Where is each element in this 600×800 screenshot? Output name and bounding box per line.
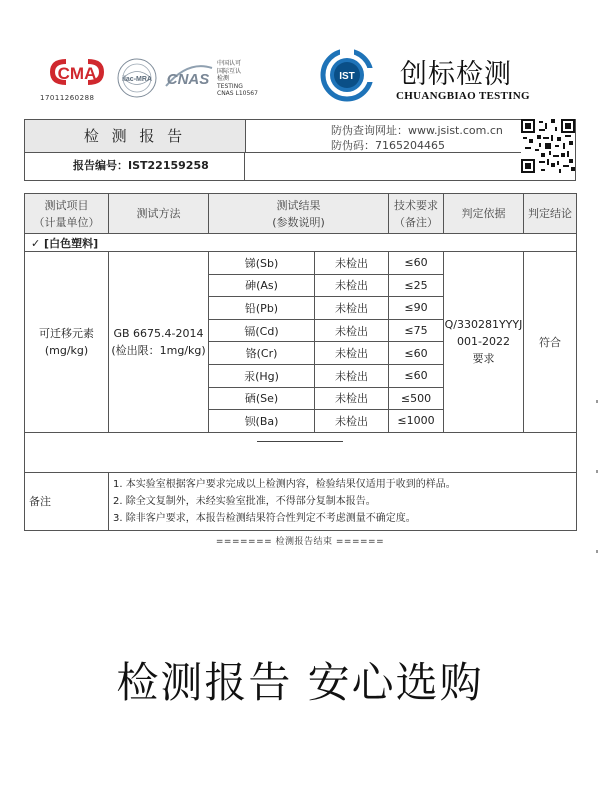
blank-row <box>25 432 577 472</box>
notes-row <box>25 472 577 530</box>
test-method: GB 6675.4-2014 (检出限：1mg/kg) <box>109 252 209 433</box>
svg-text:CMA: CMA <box>57 64 97 83</box>
header-cell: 判定结论 <box>524 194 577 234</box>
verify-url[interactable]: 防伪查询网址：www.jsist.com.cn <box>331 124 503 137</box>
cnas-accreditation-info: 中国认可 国际互认 检测 TESTING CNAS L10567 <box>217 60 258 98</box>
element-name: 铬(Cr) <box>209 342 315 365</box>
element-result: 未检出 <box>315 342 389 365</box>
element-name: 锑(Sb) <box>209 252 315 275</box>
table-row <box>25 252 577 275</box>
element-result: 未检出 <box>315 319 389 342</box>
element-limit: ≤60 <box>389 364 444 387</box>
svg-text:ilac-MRA: ilac-MRA <box>122 76 152 83</box>
element-name: 砷(As) <box>209 274 315 297</box>
edge-mark <box>596 400 598 403</box>
notes-label: 备注 <box>25 472 109 530</box>
note-item: 1. 本实验室根据客户要求完成以上检测内容，检验结果仅适用于收到的样品。 <box>113 478 456 490</box>
header-cell: 判定依据 <box>444 194 524 234</box>
element-result: 未检出 <box>315 364 389 387</box>
note-item: 3. 除非客户要求，本报告检测结果符合性判定不考虑测量不确定度。 <box>113 512 416 524</box>
report-end-marker: ======= 检测报告结束 ====== <box>215 537 385 547</box>
report-header <box>24 119 576 181</box>
conclusion: 符合 <box>524 252 577 433</box>
element-result: 未检出 <box>315 410 389 433</box>
element-limit: ≤60 <box>389 252 444 275</box>
element-result: 未检出 <box>315 387 389 410</box>
element-limit: ≤25 <box>389 274 444 297</box>
element-name: 铅(Pb) <box>209 297 315 320</box>
cma-number: 17011260288 <box>40 94 95 102</box>
ilac-mra-logo <box>116 57 158 99</box>
element-limit: ≤90 <box>389 297 444 320</box>
element-limit: ≤500 <box>389 387 444 410</box>
element-name: 硒(Se) <box>209 387 315 410</box>
slogan: 检测报告 安心选购 <box>116 658 484 707</box>
table-header-row <box>25 194 577 234</box>
ist-logo <box>318 46 376 104</box>
element-name: 汞(Hg) <box>209 364 315 387</box>
cma-logo <box>46 56 108 88</box>
element-limit: ≤1000 <box>389 410 444 433</box>
test-item: 可迁移元素 (mg/kg) <box>25 252 109 433</box>
element-limit: ≤60 <box>389 342 444 365</box>
results-table <box>24 193 577 531</box>
element-limit: ≤75 <box>389 319 444 342</box>
element-result: 未检出 <box>315 252 389 275</box>
element-name: 钡(Ba) <box>209 410 315 433</box>
element-result: 未检出 <box>315 274 389 297</box>
category-label: ✓ [白色塑料] <box>25 234 577 252</box>
element-name: 镉(Cd) <box>209 319 315 342</box>
category-row <box>25 234 577 252</box>
qr-code[interactable] <box>521 119 575 173</box>
svg-text:IST: IST <box>339 71 355 82</box>
notes-content <box>109 472 577 530</box>
blank-cell <box>25 432 577 472</box>
brand-name-cn: 创标检测 <box>400 59 512 90</box>
brand-name-en: CHUANGBIAO TESTING <box>396 90 530 102</box>
header-cell: 技术要求 （备注） <box>389 194 444 234</box>
verify-code: 防伪码：7165204465 <box>331 139 445 152</box>
edge-mark <box>596 550 598 553</box>
report-title: 检 测 报 告 <box>25 120 246 153</box>
header-cell: 测试结果 (参数说明) <box>209 194 389 234</box>
divider-line <box>257 441 343 442</box>
cnas-logo <box>160 60 216 92</box>
header-cell: 测试方法 <box>109 194 209 234</box>
element-result: 未检出 <box>315 297 389 320</box>
header-cell: 测试项目 （计量单位） <box>25 194 109 234</box>
svg-text:CNAS: CNAS <box>166 71 210 88</box>
report-number: 报告编号：IST22159258 <box>25 152 245 180</box>
judgement-basis: Q/330281YYYJ 001-2022 要求 <box>444 252 524 433</box>
edge-mark <box>596 470 598 473</box>
note-item: 2. 除全文复制外，未经实验室批准，不得部分复制本报告。 <box>113 495 376 507</box>
